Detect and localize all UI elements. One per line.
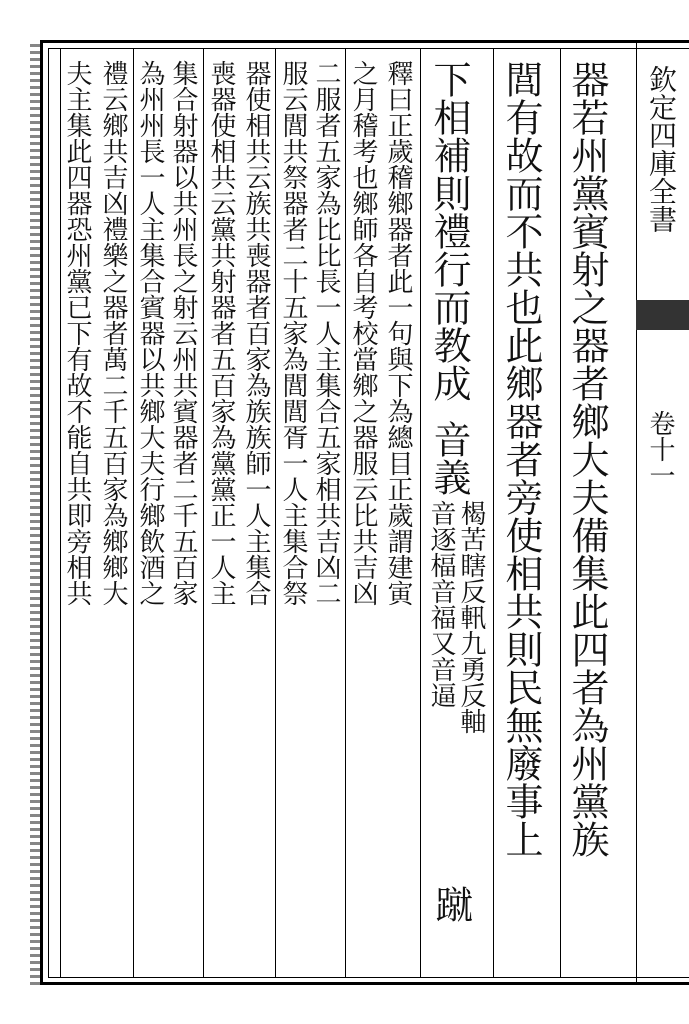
column-rule bbox=[560, 48, 561, 978]
note-column-4: 楬苦瞎反軐九勇反軸 bbox=[456, 500, 486, 734]
column-rule bbox=[60, 48, 61, 978]
note-column-5: 音逐楅音福又音逼 bbox=[426, 500, 456, 708]
fish-tail-mark bbox=[636, 300, 689, 330]
margin-juan-number: 卷十一 bbox=[645, 410, 675, 488]
note-column-8: 二服者五家為比比長一人主集合五家相共吉凶二 bbox=[311, 60, 341, 606]
column-rule bbox=[493, 48, 494, 978]
text-column-3-yinyi: 音義 bbox=[427, 420, 471, 496]
text-column-3-end: 蹴 bbox=[429, 885, 473, 923]
note-column-14: 禮云鄉共吉凶禮樂之器者萬二千五百家為鄉鄉大 bbox=[98, 60, 128, 606]
column-rule bbox=[275, 48, 276, 978]
note-column-13: 為州州長一人主集合賓器以共鄉大夫行鄉飲酒之 bbox=[135, 60, 165, 606]
column-rule bbox=[203, 48, 204, 978]
border-ornament bbox=[30, 40, 40, 985]
note-column-15: 夫主集此四器恐州黨已下有故不能自共即旁相共 bbox=[62, 60, 92, 606]
text-column-2: 閭有故而不共也此鄉器者旁使相共則民無廢事上 bbox=[499, 60, 543, 858]
text-column-1: 器若州黨賓射之器者鄉大夫備集此四者為州黨族 bbox=[565, 60, 609, 858]
note-column-11: 喪器使相共云黨共射器者五百家為黨黨正一人主 bbox=[206, 60, 236, 606]
text-column-3: 下相補則禮行而教成 bbox=[427, 60, 471, 402]
column-rule bbox=[420, 48, 421, 978]
note-column-10: 器使相共云族共喪器者百家為族族師一人主集合 bbox=[241, 60, 271, 606]
note-column-9: 服云閭共祭器者二十五家為閭閭胥一人主集合祭 bbox=[278, 60, 308, 606]
margin-rule bbox=[636, 40, 637, 985]
note-column-7: 之月稽考也鄉師各自考校當鄉之器服云比共吉凶 bbox=[348, 60, 378, 606]
note-column-6: 釋曰正歲稽鄉器者此一句與下為總目正歲謂建寅 bbox=[383, 60, 413, 606]
note-column-12: 集合射器以共州長之射云州共賓器者二千五百家 bbox=[168, 60, 198, 606]
column-rule bbox=[133, 48, 134, 978]
margin-title: 欽定四庫全書 bbox=[645, 65, 678, 233]
column-rule bbox=[345, 48, 346, 978]
